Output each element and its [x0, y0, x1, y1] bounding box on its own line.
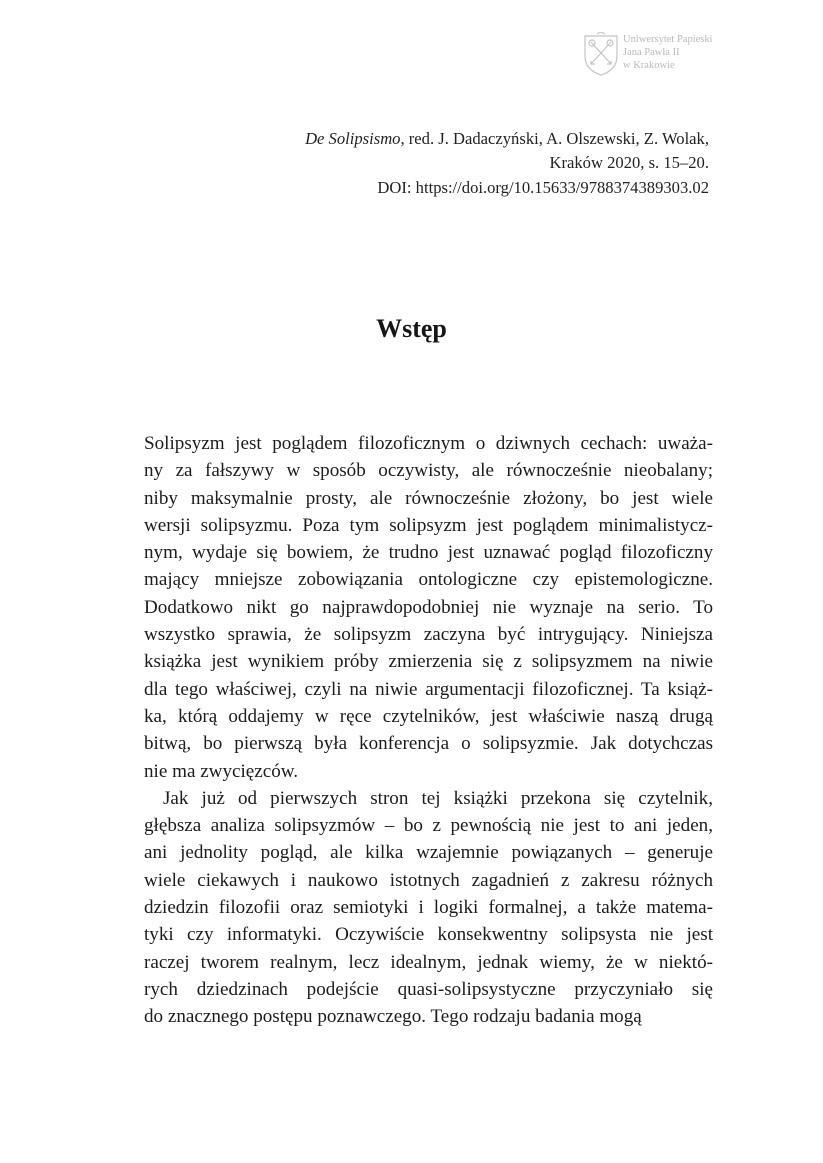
- text-line: nie ma zwycięzców.: [144, 760, 299, 782]
- text-line: głębsza analiza solipsyzmów – bo z pewnością nie jest to ani jeden,: [144, 815, 713, 837]
- text-line: wiele ciekawych i naukowo istotnych zagadnień z zakresu różnych: [144, 869, 713, 891]
- citation-line-2: Kraków 2020, s. 15–20.: [549, 153, 709, 173]
- text-line: ani jednolity pogląd, ale kilka wzajemnie powiązanych – generuje: [144, 842, 713, 864]
- university-name-line-1: Uniwersytet Papieski: [623, 34, 713, 45]
- citation-doi: DOI: https://doi.org/10.15633/9788374389303.02: [377, 177, 709, 197]
- citation-editors: , red. J. Dadaczyński, A. Olszewski, Z. Wolak,: [400, 129, 709, 148]
- citation-line-1: [189, 127, 709, 151]
- text-line: książka jest wynikiem próby zmierzenia się z solipsyzmem na niwie: [144, 651, 713, 673]
- text-line: Dodatkowo nikt go najprawdopodobniej nie wyznaje na serio. To: [144, 596, 713, 618]
- text-line: niby maksymalnie prosty, ale równocześnie złożony, bo jest wiele: [144, 487, 713, 509]
- text-line: bitwą, bo pierwszą była konferencja o solipsyzmie. Jak dotychczas: [144, 733, 713, 755]
- text-line: Jak już od pierwszych stron tej książki przekona się czytelnik,: [163, 787, 713, 809]
- text-line: raczej tworem realnym, lecz idealnym, jednak wiemy, że w niektó-: [144, 951, 713, 973]
- article-body: [144, 430, 713, 1031]
- citation-block: [189, 127, 709, 200]
- text-line: dla tego właściwej, czyli na niwie argumentacji filozoficznej. Ta książ-: [144, 678, 713, 700]
- text-line: Solipsyzm jest poglądem filozoficznym o dziwnych cechach: uważa-: [144, 433, 713, 454]
- text-line: dziedzin filozofii oraz semiotyki i logiki formalnej, a także matema-: [144, 897, 713, 919]
- text-line: tyki czy informatyki. Oczywiście konsekwentny solipsysta nie jest: [144, 924, 713, 946]
- paragraph: [144, 785, 713, 1031]
- text-line: mający mniejsze zobowiązania ontologiczne czy epistemologiczne.: [144, 569, 713, 591]
- book-title: De Solipsismo: [305, 129, 401, 148]
- text-line: nym, wydaje się bowiem, że trudno jest uznawać pogląd filozoficzny: [144, 542, 713, 564]
- papal-emblem-icon: [581, 32, 621, 76]
- university-name: [623, 33, 713, 72]
- text-line: wszystko sprawia, że solipsyzm zaczyna być intrygujący. Niniejsza: [144, 624, 713, 646]
- text-line: do znacznego postępu poznawczego. Tego rodzaju badania mogą: [144, 1006, 642, 1028]
- university-name-line-2: Jana Pawła II: [623, 47, 680, 58]
- university-logo: [581, 32, 731, 80]
- text-line: ka, którą oddajemy w ręce czytelników, jest właściwie naszą drugą: [144, 705, 713, 727]
- university-name-line-3: w Krakowie: [623, 60, 675, 71]
- text-line: rych dziedzinach podejście quasi-solipsystyczne przyczyniało się: [144, 978, 713, 1000]
- text-line: wersji solipsyzmu. Poza tym solipsyzm jest poglądem minimalistycz-: [144, 514, 713, 536]
- text-line: ny za fałszywy w sposób oczywisty, ale równocześnie nieobalany;: [144, 460, 713, 482]
- paragraph: [144, 430, 713, 785]
- article-title: Wstęp: [376, 314, 447, 343]
